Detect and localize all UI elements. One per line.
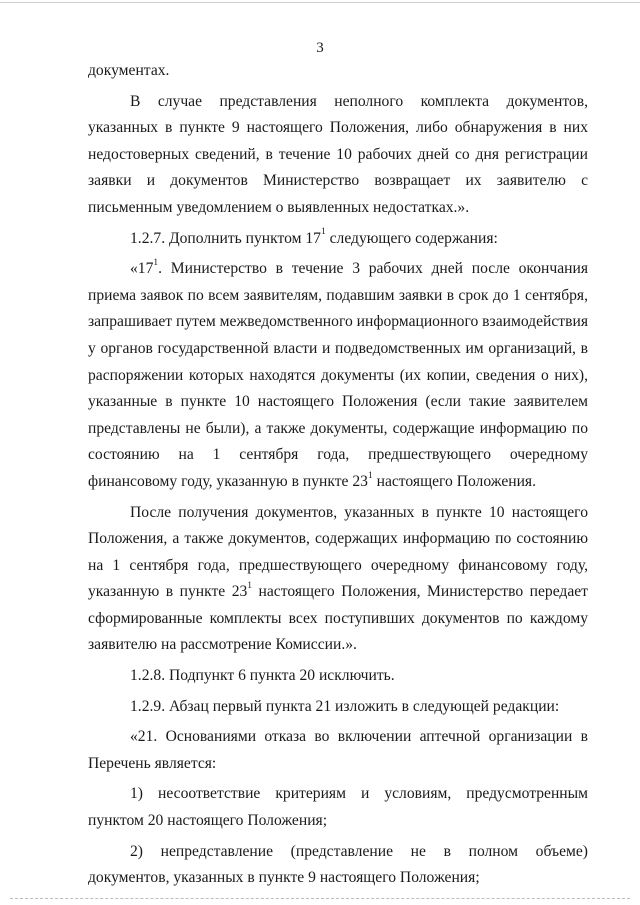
paragraph-incomplete-documents: В случае представления неполного комплекта документов, указанных в пункте 9 настоящего Положения, либо обнаружения в них недостоверных сведений, в течение 10 рабочих дней со дня регистрации заявки и документов Министерство возвращает их заявителю с письменным уведомлением о выявленных недостатках.».	[88, 92, 588, 216]
top-edge-line	[0, 2, 640, 3]
paragraph-after-receipt: После получения документов, указанных в пункте 10 настоящего Положения, а также документов, содержащих информацию по состоянию на 1 сентября года, предшествующего очередному финансовому году, указанную в пункте $23^1$ настоящего Положения, Министерство передает сформированные комплекты всех поступивших документов по каждому заявителю на рассмотрение Комиссии.».	[88, 503, 588, 654]
paragraph-continuation: документах.	[88, 62, 170, 79]
page-number: 3	[316, 40, 324, 56]
superscript: 1	[367, 470, 373, 481]
paragraph-1-2-8: 1.2.8. Подпункт 6 пункта 20 исключить.	[130, 667, 395, 685]
list-item-2: 2) непредставление (представление не в полном объеме) документов, указанных в пункте 9 настоящего Положения;	[88, 842, 588, 887]
list-item-1: 1) несоответствие критериям и условиям, предусмотренным пунктом 20 настоящего Положения;	[88, 785, 588, 830]
paragraph-21: «21. Основаниями отказа во включении аптечной организации в Перечень является:	[88, 728, 588, 772]
superscript: 1	[247, 581, 253, 592]
bottom-edge-line	[10, 898, 630, 899]
paragraph-17-1: «$17^1$. Министерство в течение 3 рабочих дней после окончания приема заявок по всем заявителям, подавшим заявки в срок до 1 сентября, запрашивает путем межведомственного информационного взаимодействия у органов государственной власти и подведомственных им организаций, в распоряжении которых находятся документы (их копии, сведения о них), указанные в пункте 10 настоящего Положения (если такие заявителем представлены не были), а также документы, содержащие информацию по состоянию на 1 сентября года, предшествующего очередному финансовому году, указанную в пункте $23^1$ настоящего Положения.	[88, 257, 588, 490]
superscript: 1	[320, 227, 326, 238]
paragraph-1-2-9: 1.2.9. Абзац первый пункта 21 изложить в следующей редакции:	[130, 697, 560, 715]
paragraph-1-2-7: 1.2.7. Дополнить пунктом $17^1$ следующего содержания:	[130, 227, 498, 247]
superscript: 1	[153, 257, 159, 268]
document-body	[88, 58, 588, 892]
